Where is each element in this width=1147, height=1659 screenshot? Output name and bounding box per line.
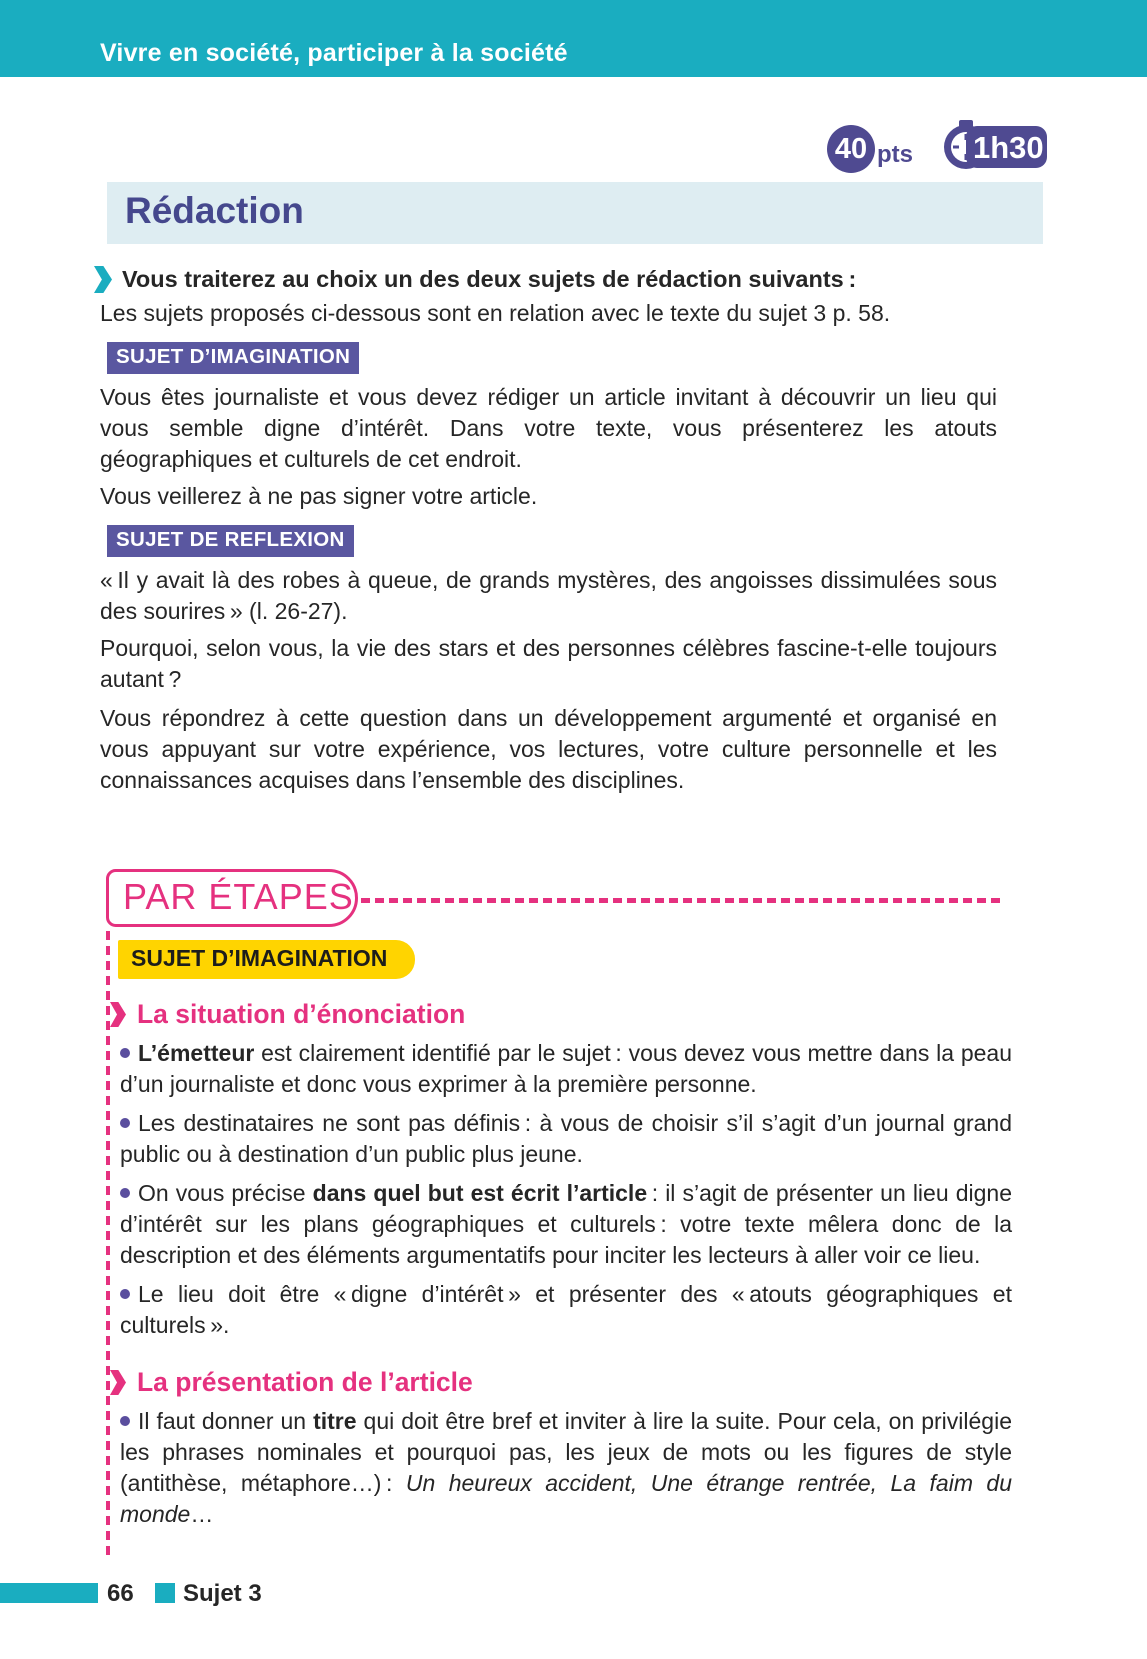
bullet-dot-icon [120, 1048, 130, 1058]
dashed-horizontal-line [361, 898, 1005, 903]
bullet-item: Le lieu doit être « digne d’intérêt » et présenter des « atouts géographiques et culturels ». [120, 1281, 1012, 1338]
footer-subject-label: Sujet 3 [183, 1580, 262, 1607]
chapter-title: Vivre en société, participer à la société [100, 39, 568, 67]
step-heading-label: La situation d’énonciation [137, 999, 466, 1029]
exercise-badges [0, 122, 1147, 176]
section-title-band [107, 182, 1043, 244]
subject2-question: Pourquoi, selon vous, la vie des stars et des personnes célèbres fascine-t-elle toujours autant ? [100, 635, 997, 692]
chapter-header-bar [0, 0, 1147, 77]
exercise-intro [94, 266, 1000, 293]
subject2-quote: « Il y avait là des robes à queue, de grands mystères, des angoisses dissimulées sous des sourires » (l. 26-27). [100, 567, 997, 624]
bullet-list-enonciation [120, 1038, 1012, 1341]
bullet-dot-icon [120, 1188, 130, 1198]
points-circle: 40 [827, 125, 875, 173]
step-heading-label: La présentation de l’article [137, 1367, 473, 1397]
arrow-right-icon [110, 1370, 126, 1395]
arrow-right-icon [110, 1002, 126, 1027]
subject1-note: Vous veillerez à ne pas signer votre article. [100, 483, 538, 509]
subject-reflexion-label: SUJET DE REFLEXION [107, 525, 354, 557]
bullet-item: Les destinataires ne sont pas définis : à vous de choisir s’il s’agit d’un journal grand public ou à destination d’un public plus jeune. [120, 1110, 1012, 1167]
timer-badge [943, 120, 1047, 179]
section-title: Rédaction [125, 189, 304, 231]
steps-banner-row [106, 869, 1005, 927]
svg-text:1h30: 1h30 [973, 129, 1044, 165]
exercise-content [0, 266, 1000, 796]
dashed-vertical-line [106, 931, 110, 1560]
intro-instruction: Vous traiterez au choix un des deux sujets de rédaction suivants : [122, 266, 857, 292]
step-heading-enonciation [110, 999, 1147, 1030]
bullet-item: L’émetteur est clairement identifié par le sujet : vous devez vous mettre dans la peau d’un journaliste et donc vous exprimer à la première personne. [120, 1040, 1012, 1097]
footer-square-icon [155, 1583, 175, 1603]
page-number: 66 [107, 1580, 134, 1607]
bullet-item: Il faut donner un titre qui doit être bref et inviter à lire la suite. Pour cela, on privilégie les phrases nominales et pourquoi pas, les jeux de mots ou les figures de style (antithèse, métaphore…) : Un heureux accident, Une étrange rentrée, La faim du monde… [120, 1408, 1012, 1527]
bullet-dot-icon [120, 1118, 130, 1128]
steps-subject-tag: SUJET D’IMAGINATION [118, 940, 415, 979]
intro-note: Les sujets proposés ci-dessous sont en relation avec le texte du sujet 3 p. 58. [100, 300, 891, 326]
bullet-item: On vous précise dans quel but est écrit l’article : il s’agit de présenter un lieu digne d’intérêt sur les plans géographiques et culturels : votre texte mêlera donc de la description et des éléments argumentatifs pour inciter les lecteurs à aller voir ce lieu. [120, 1180, 1012, 1268]
steps-banner: PAR ÉTAPES [106, 869, 358, 927]
bullet-dot-icon [120, 1289, 130, 1299]
points-badge [827, 125, 913, 173]
par-etapes-section [0, 869, 1147, 1530]
page-footer [0, 1580, 1147, 1606]
footer-bar [0, 1583, 98, 1603]
subject2-instruction: Vous répondrez à cette question dans un développement argumenté et organisé en vous appuyant sur votre expérience, vos lectures, votre culture personnelle et les connaissances acquises dans l’ensemble des disciplines. [100, 705, 997, 793]
step-heading-presentation [110, 1367, 1147, 1398]
subject1-paragraph: Vous êtes journaliste et vous devez rédiger un article invitant à découvrir un lieu qui vous semble digne d’intérêt. Dans votre texte, vous présenterez les atouts géographiques et culturels de cet endroit. [100, 384, 997, 472]
bullet-list-presentation [120, 1406, 1012, 1530]
subject-imagination-label: SUJET D’IMAGINATION [107, 342, 359, 374]
points-unit: pts [877, 141, 913, 168]
chevron-right-icon [94, 266, 112, 293]
stopwatch-icon [943, 120, 1047, 174]
bullet-dot-icon [120, 1416, 130, 1426]
